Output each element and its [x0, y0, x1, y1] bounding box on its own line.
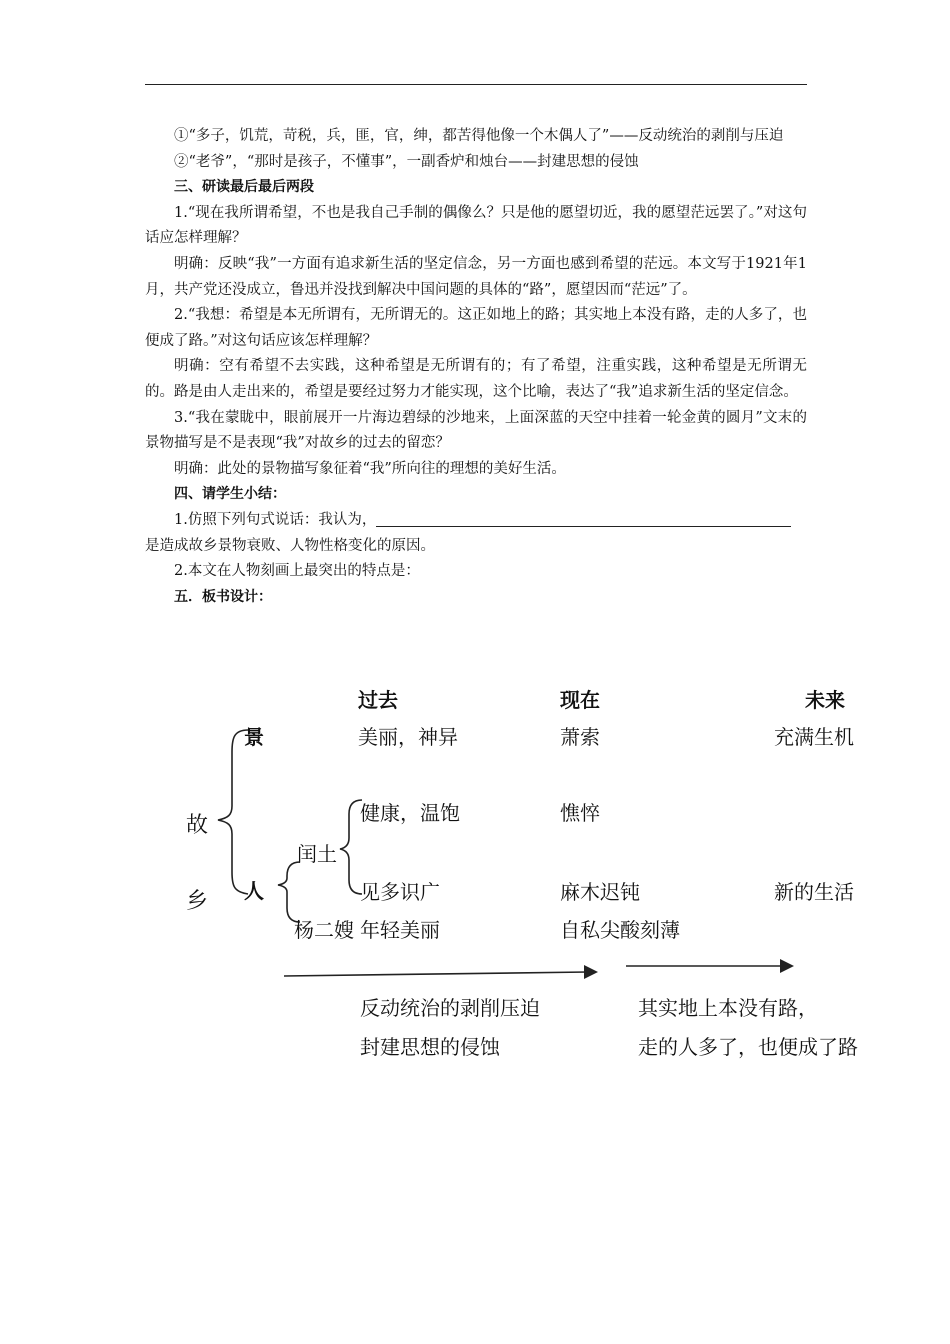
yang-label: 杨二嫂 — [294, 918, 354, 942]
paragraph: ①“多子，饥荒，苛税，兵，匪，官，绅，都苦得他像一个木偶人了”——反动统治的剥削与压迫 — [174, 128, 784, 144]
scene-future: 充满生机 — [774, 725, 854, 749]
exercise-prompt: 1.仿照下列句式说话：我认为， — [174, 511, 377, 528]
answer: 明确：空有希望不去实践，这种希望是无所谓有的；有了希望，注重实践，这种希望是无所谓无的。路是由人走出来的，希望是要经过努力才能实现，这个比喻，表达了“我”追求新生活的坚定信念。 — [145, 358, 807, 400]
runtu-label: 闰土 — [297, 842, 337, 866]
runtu-present-1: 憔悴 — [560, 801, 600, 825]
runtu-past-1: 健康，温饱 — [360, 801, 460, 825]
board-title-char: 乡 — [186, 889, 209, 914]
section-heading: 四、请学生小结： — [174, 486, 286, 503]
header-past: 过去 — [358, 688, 398, 712]
header-present: 现在 — [560, 688, 600, 712]
question: 3.“我在蒙眬中，眼前展开一片海边碧绿的沙地来，上面深蓝的天空中挂着一轮金黄的圆月”文末的景物描写是不是表现“我”对故乡的过去的留恋？ — [145, 409, 807, 452]
section-heading: 五．板书设计： — [174, 588, 272, 605]
cause-line-2: 封建思想的侵蚀 — [360, 1035, 500, 1059]
answer: 明确：反映“我”一方面有追求新生活的坚定信念，另一方面也感到希望的茫远。本文写于1921年1月，共产党还没成立，鲁迅并没找到解决中国问题的具体的“路”，愿望因而“茫远”了。 — [145, 255, 807, 298]
runtu-future-2: 新的生活 — [774, 880, 854, 904]
hope-line-2: 走的人多了，也便成了路 — [638, 1035, 858, 1059]
yang-present: 自私尖酸刻薄 — [560, 918, 680, 942]
scene-label: 景 — [244, 725, 264, 749]
runtu-present-2: 麻木迟钝 — [560, 880, 640, 904]
question: 1.“现在我所谓希望，不也是我自己手制的偶像么？只是他的愿望切近，我的愿望茫远罢了。”对这句话应怎样理解？ — [145, 204, 807, 247]
board-title-char: 故 — [186, 813, 209, 838]
question: 2.“我想：希望是本无所谓有，无所谓无的。这正如地上的路；其实地上本没有路，走的人多了，也便成了路。”对这句话应该怎样理解？ — [145, 307, 807, 349]
scene-past: 美丽，神异 — [358, 725, 458, 749]
hope-line-1: 其实地上本没有路， — [638, 996, 818, 1020]
exercise-continuation: 是造成故乡景物衰败、人物性格变化的原因。 — [145, 537, 435, 554]
paragraph: ②“老爷”，“那时是孩子，不懂事”，一副香炉和烛台——封建思想的侵蚀 — [174, 153, 639, 170]
header-future: 未来 — [805, 688, 845, 712]
scene-present: 萧索 — [560, 725, 600, 749]
section-heading: 三、研读最后最后两段 — [174, 179, 314, 196]
exercise-line: 2.本文在人物刻画上最突出的特点是： — [174, 563, 420, 580]
answer: 明确：此处的景物描写象征着“我”所向往的理想的美好生活。 — [174, 460, 566, 477]
cause-line-1: 反动统治的剥削压迫 — [360, 996, 540, 1020]
yang-past: 年轻美丽 — [360, 918, 440, 942]
runtu-past-2: 见多识广 — [360, 880, 440, 904]
people-label: 人 — [244, 879, 264, 903]
